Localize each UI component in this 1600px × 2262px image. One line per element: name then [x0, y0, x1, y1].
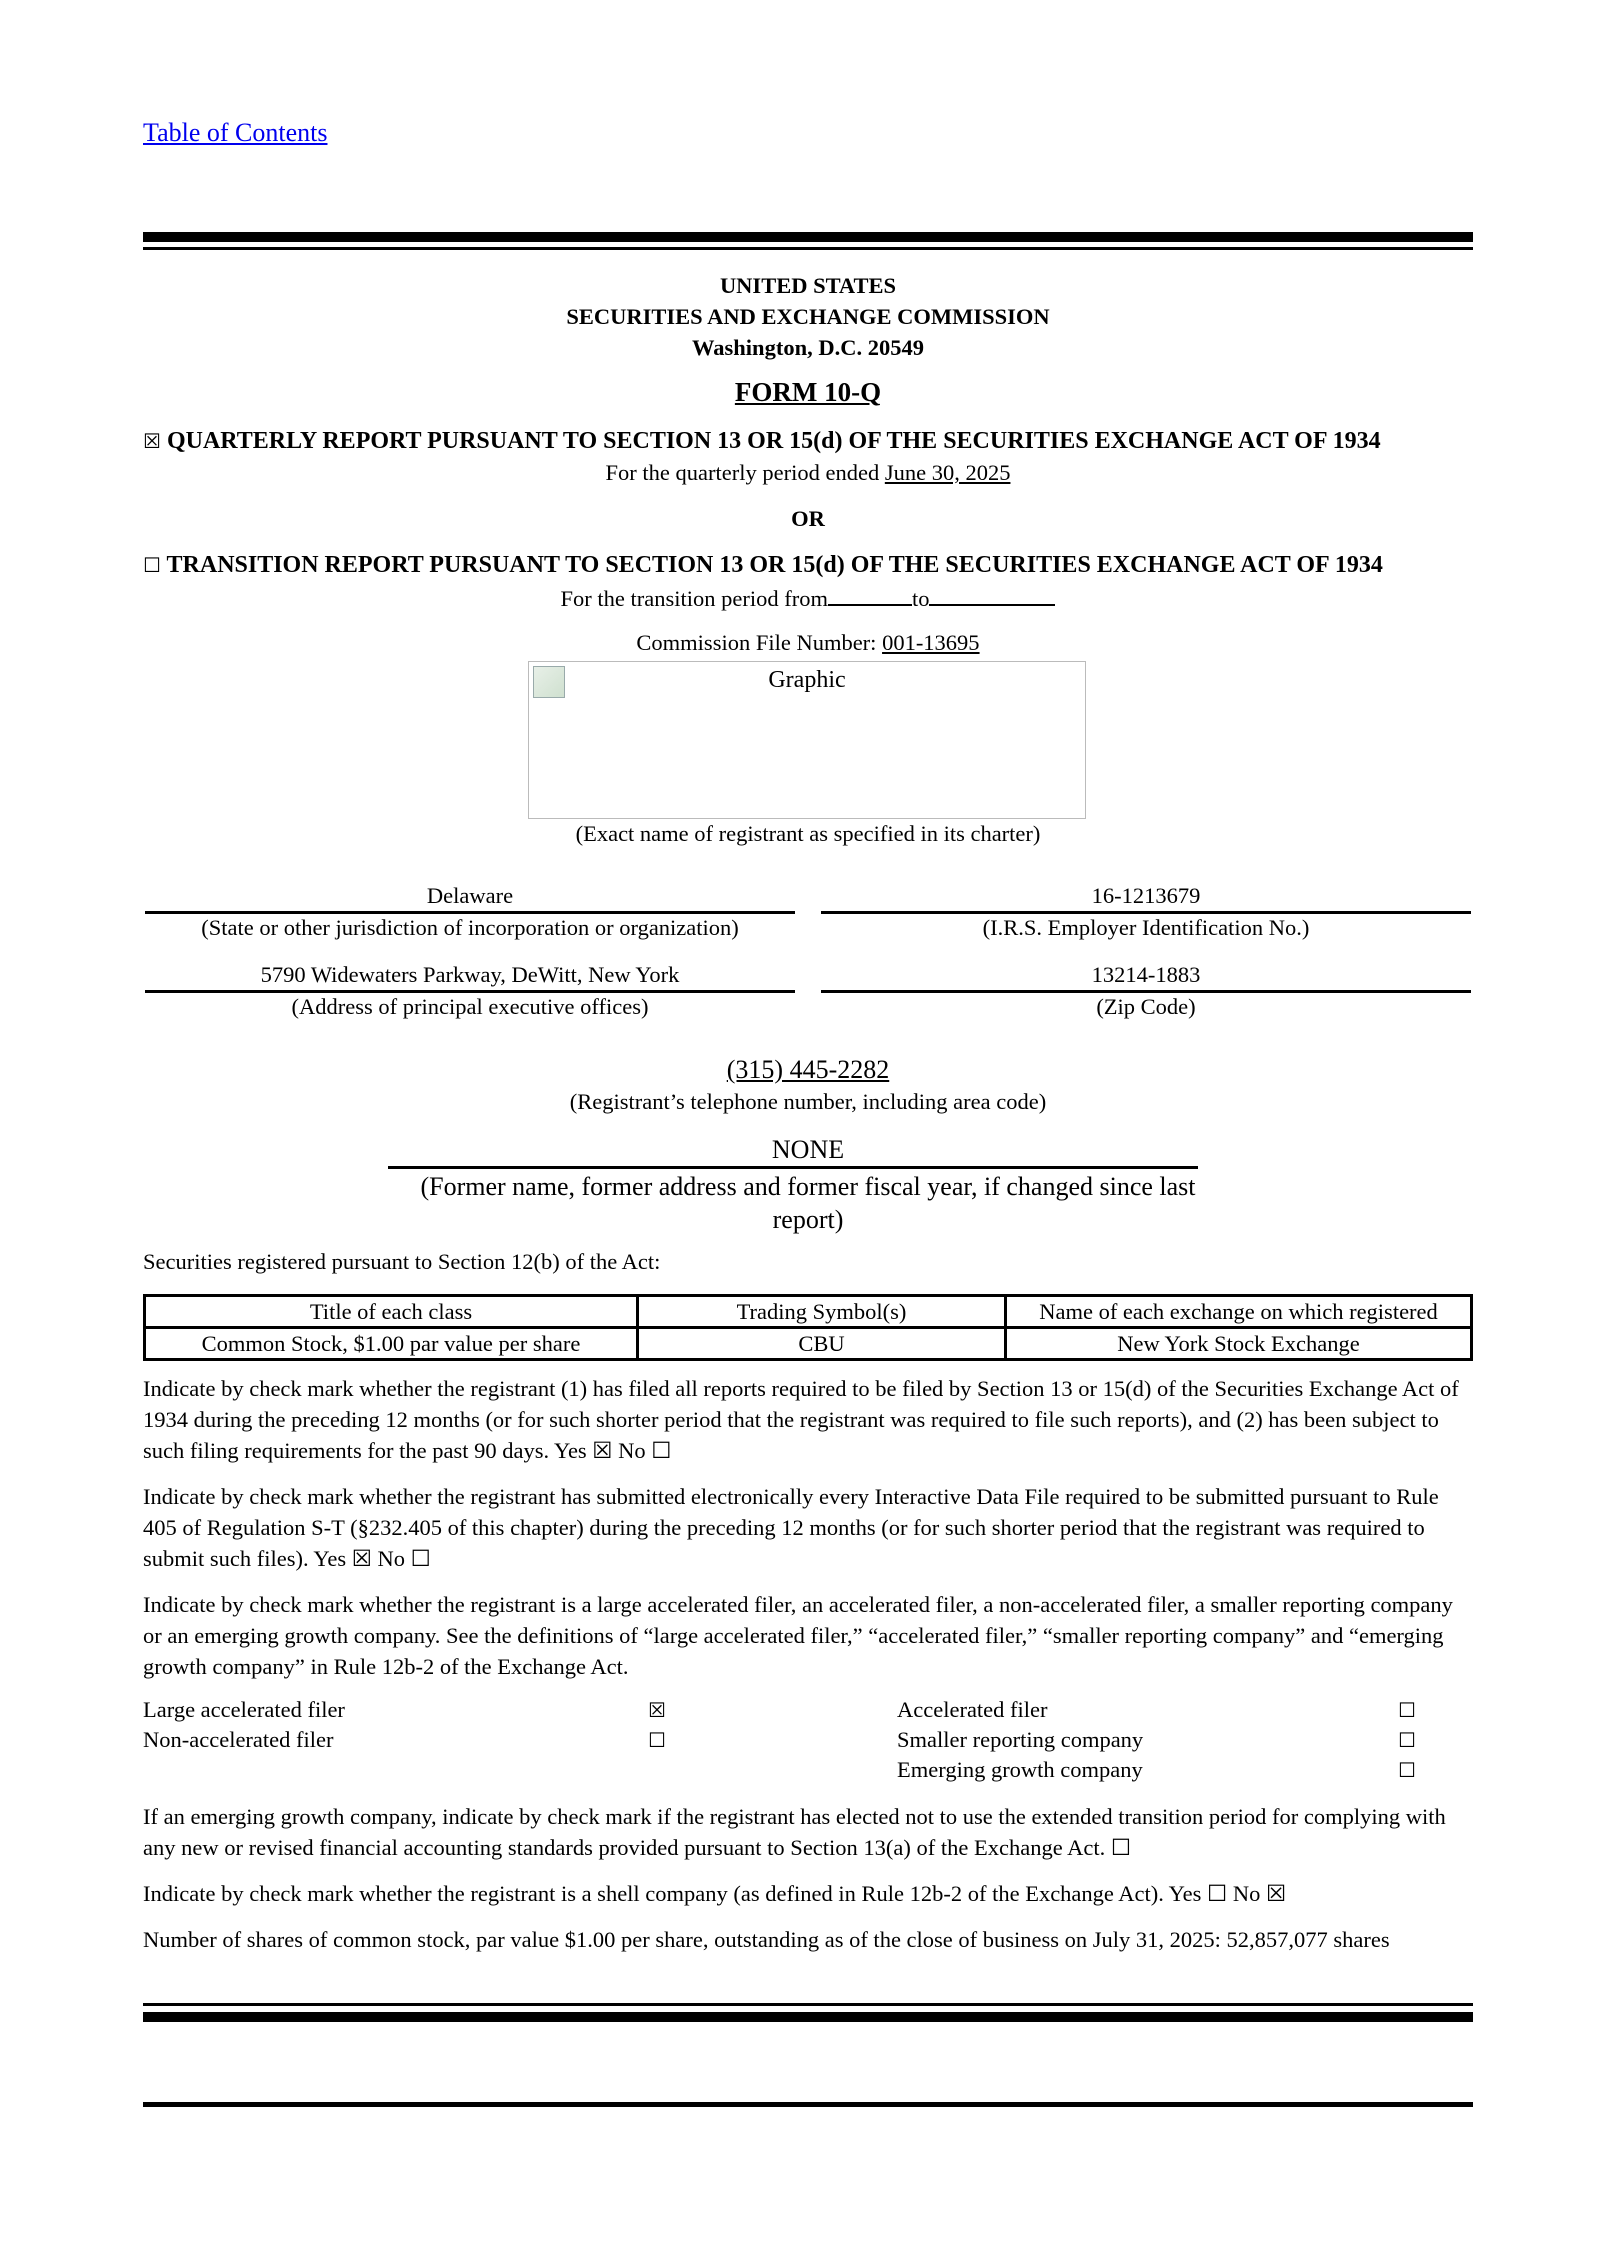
- smaller-reporting-company-label: Smaller reporting company: [897, 1727, 1144, 1752]
- form-title: FORM 10-Q: [734, 377, 882, 407]
- or-separator: OR: [791, 506, 825, 531]
- emerging-growth-paragraph: If an emerging growth company, indicate by check mark if the registrant has elected not to use the extended transition period for complying with any new or revised financial accounting standards provided pursuant to Section 13(a) of the Exchange Act. ☐: [143, 1804, 1446, 1860]
- header-trading-symbol: Trading Symbol(s): [638, 1296, 1006, 1328]
- quarterly-period-row: [143, 460, 1473, 486]
- header-exchange-name: Name of each exchange on which registered: [1006, 1296, 1472, 1328]
- former-name-caption-line1: (Former name, former address and former fiscal year, if changed since last: [420, 1172, 1196, 1201]
- quarterly-report-label: QUARTERLY REPORT PURSUANT TO SECTION 13 OR 15(d) OF THE SECURITIES EXCHANGE ACT OF 1934: [166, 428, 1381, 454]
- accelerated-filer-label: Accelerated filer: [897, 1697, 1048, 1722]
- quarterly-report-row: [143, 428, 1473, 455]
- registrant-logo-graphic: [528, 661, 1086, 819]
- registrant-name-caption: (Exact name of registrant as specified in its charter): [575, 821, 1041, 846]
- transition-to-blank: [929, 584, 1055, 606]
- quarterly-period-prefix: For the quarterly period ended: [605, 460, 885, 485]
- interactive-data-paragraph: Indicate by check mark whether the registrant has submitted electronically every Interactive Data File required to be submitted pursuant to Rule 405 of Regulation S-T (§232.405 of this chapter) during the preceding 12 months (or for such shorter period that the registrant was required to submit such files). Yes ☒ No ☐: [143, 1484, 1439, 1571]
- header-block: [143, 270, 1473, 363]
- top-thick-rule: [143, 232, 1473, 242]
- large-accelerated-filer-checkbox[interactable]: ☒: [648, 1698, 666, 1722]
- quarterly-period-value: June 30, 2025: [884, 460, 1011, 485]
- former-name-underline: [388, 1166, 1198, 1169]
- transition-to-text: to: [911, 586, 930, 611]
- cell-trading-symbol: CBU: [638, 1328, 1006, 1360]
- smaller-reporting-company-checkbox[interactable]: ☐: [1398, 1728, 1416, 1752]
- commission-file-row: [143, 630, 1473, 656]
- non-accelerated-filer-label: Non-accelerated filer: [143, 1727, 334, 1752]
- reports-filed-paragraph: Indicate by check mark whether the registrant (1) has filed all reports required to be filed by Section 13 or 15(d) of the Securities Exchange Act of 1934 during the preceding 12 months (or for such shorter period that the registrant was required to file such reports), and (2) has been subject to such filing requirements for the past 90 days. Yes ☒ No ☐: [143, 1376, 1459, 1463]
- securities-intro: Securities registered pursuant to Section 12(b) of the Act:: [143, 1249, 661, 1274]
- address-value: 5790 Widewaters Parkway, DeWitt, New York: [260, 962, 680, 987]
- commission-file-number: 001-13695: [882, 630, 980, 655]
- transition-report-row: [143, 552, 1473, 579]
- securities-table-header: [145, 1296, 1472, 1328]
- securities-table: [143, 1294, 1473, 1361]
- transition-period-row: [143, 584, 1473, 612]
- transition-checkbox-icon: ☐: [143, 553, 161, 577]
- quarterly-checkbox-icon: ☒: [143, 429, 161, 453]
- irs-underline: [821, 911, 1471, 914]
- accelerated-filer-checkbox[interactable]: ☐: [1398, 1698, 1416, 1722]
- irs-value: 16-1213679: [1091, 883, 1201, 908]
- phone-caption: (Registrant’s telephone number, including area code): [569, 1089, 1047, 1114]
- commission-file-label: Commission File Number:: [636, 630, 883, 655]
- top-thin-rule: [143, 247, 1473, 250]
- former-name-caption-line2: report): [772, 1205, 844, 1234]
- phone-row: [143, 1055, 1473, 1085]
- state-value: Delaware: [426, 883, 514, 908]
- bottom-thick-rule: [143, 2012, 1473, 2022]
- zip-value: 13214-1883: [1091, 962, 1201, 987]
- address-caption: (Address of principal executive offices): [291, 994, 649, 1019]
- graphic-alt-text: Graphic: [768, 667, 846, 693]
- cell-class-title: Common Stock, $1.00 par value per share: [145, 1328, 638, 1360]
- large-accelerated-filer-label: Large accelerated filer: [143, 1697, 345, 1722]
- zip-underline: [821, 990, 1471, 993]
- transition-report-label: TRANSITION REPORT PURSUANT TO SECTION 13 OR 15(d) OF THE SECURITIES EXCHANGE ACT OF 1934: [166, 552, 1383, 578]
- shell-company-paragraph: Indicate by check mark whether the registrant is a shell company (as defined in Rule 12b-2 of the Exchange Act). Yes ☐ No ☒: [143, 1881, 1287, 1906]
- emerging-growth-company-label: Emerging growth company: [897, 1757, 1143, 1782]
- address-underline: [145, 990, 795, 993]
- former-name-caption: [143, 1170, 1473, 1236]
- phone-value: (315) 445-2282: [726, 1055, 890, 1084]
- transition-from-blank: [828, 584, 912, 606]
- page-end-rule: [143, 2102, 1473, 2107]
- state-caption: (State or other jurisdiction of incorporation or organization): [201, 915, 739, 940]
- irs-caption: (I.R.S. Employer Identification No.): [982, 915, 1310, 940]
- zip-caption: (Zip Code): [1096, 994, 1196, 1019]
- transition-period-prefix: For the transition period from: [560, 586, 828, 611]
- former-name-value: NONE: [771, 1135, 845, 1164]
- emerging-growth-company-checkbox[interactable]: ☐: [1398, 1758, 1416, 1782]
- table-of-contents-link[interactable]: Table of Contents: [143, 118, 328, 147]
- shares-outstanding-paragraph: Number of shares of common stock, par value $1.00 per share, outstanding as of the close of business on July 31, 2025: 52,857,077 shares: [143, 1927, 1390, 1952]
- table-row: [145, 1328, 1472, 1360]
- header-united-states: UNITED STATES: [719, 273, 897, 298]
- bottom-thin-rule: [143, 2003, 1473, 2006]
- non-accelerated-filer-checkbox[interactable]: ☐: [648, 1728, 666, 1752]
- header-sec: SECURITIES AND EXCHANGE COMMISSION: [566, 304, 1050, 329]
- filer-status-paragraph: Indicate by check mark whether the registrant is a large accelerated filer, an accelerated filer, a non-accelerated filer, a smaller reporting company or an emerging growth company. See the definitions of “large accelerated filer,” “accelerated filer,” “smaller reporting company” and “emerging growth company” in Rule 12b-2 of the Exchange Act.: [143, 1592, 1453, 1679]
- cell-exchange-name: New York Stock Exchange: [1006, 1328, 1472, 1360]
- form-title-row: [143, 377, 1473, 408]
- header-title-of-class: Title of each class: [145, 1296, 638, 1328]
- state-underline: [145, 911, 795, 914]
- header-washington: Washington, D.C. 20549: [692, 335, 924, 360]
